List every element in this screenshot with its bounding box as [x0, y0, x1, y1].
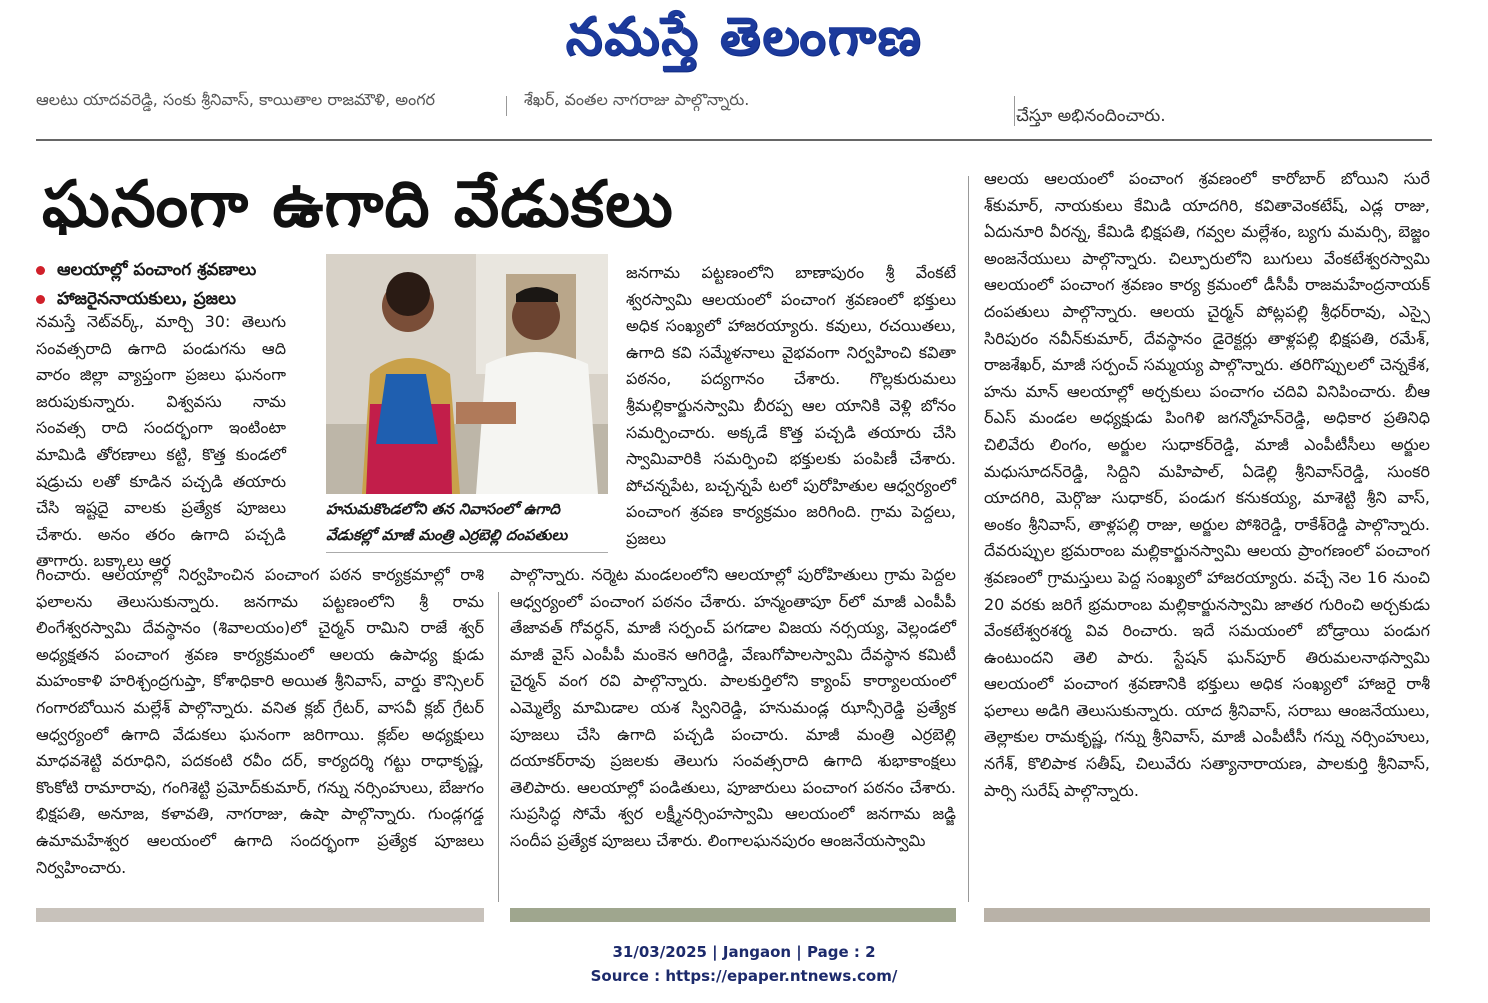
article-paragraph: పాల్గొన్నారు. నర్మెట మండలంలోని ఆలయాల్లో పురోహితులు గ్రామ పెద్దల ఆధ్వర్యంలో పంచాంగ పఠనం చేశారు. హన్మంతాపూ ర్‌లో మాజీ ఎంపీపీ తేజావత్ గోవర్ధన్, మాజీ సర్పంచ్ పగడాల విజయ నర్సయ్య, వెల్లండలో మాజీ వైస్ ఎంపీపీ మంకెన ఆగిరెడ్డి, వేణుగోపాలస్వామి దేవస్థాన కమిటీ చైర్మన్ వంగ రవి పాల్గొన్నారు. పాలకుర్తిలోని క్యాంప్ కార్యాలయంలో ఎమ్మెల్యే మామిడాల యశ స్వినిరెడ్డి, హనుమండ్ల ఝాన్సీరెడ్డి ప్రత్యేక పూజలు చేసి ఉగాది పచ్చడి పంచారు. మాజీ మంత్రి ఎర్రబెల్లి దయాకర్‌రావు ప్రజలకు తెలుగు సంవత్సరాది ఉగాది శుభాకాంక్షలు తెలిపారు. ఆలయాల్లో పండితులు, పూజారులు పంచాంగ పఠనం చేశారు. సుప్రసిద్ధ సోమే శ్వర లక్ష్మీనర్సింహస్వామి ఆలయంలో జనగామ జడ్జి సందీప ప్రత్యేక పూజలు చేశారు. లింగాలఘనపురం ఆంజనేయస్వామి	[510, 565, 956, 850]
photo-caption: హనుమకొండలోని తన నివాసంలో ఉగాది వేడుకల్లో మాజీ మంత్రి ఎర్రబెల్లి దంపతులు	[326, 496, 608, 553]
article-column-1-top	[36, 309, 286, 571]
previous-article-strip	[36, 90, 1432, 142]
column-divider	[968, 176, 969, 902]
newspaper-logo: నమస్తే తెలంగాణ	[565, 7, 923, 67]
column-divider	[1014, 96, 1015, 126]
bottom-photo-strip	[36, 908, 484, 922]
section-rule	[36, 139, 1432, 141]
article-paragraph: జనగామ పట్టణంలోని బాణాపురం శ్రీ వేంకటే శ్వరస్వామి ఆలయంలో పంచాంగ శ్రవణంలో భక్తులు అధిక సంఖ్యలో హాజరయ్యారు. కవులు, రచయితలు, ఉగాది కవి సమ్మేళనాలు వైభవంగా నిర్వహించి కవితా పఠనం, పద్యగానం చేశారు. గొల్లకురుమలు శ్రీమల్లికార్జునస్వామి బీరప్ప ఆల యానికి వెళ్లి బోనం సమర్పించారు. అక్కడే కొత్త పచ్చడి తయారు చేసి స్వామివారికి సమర్పించి భక్తులకు పంపిణీ చేశారు. పోచన్నపేట, బచ్చన్నపే టలో పురోహితుల ఆధ్వర్యంలో పంచాంగ శ్రవణ కార్యక్రమం జరిగింది. గ్రామ పెద్దలు, ప్రజలు	[626, 263, 956, 548]
newspaper-page	[36, 90, 1432, 908]
column-divider	[506, 96, 507, 116]
strip-col2-text: శేఖర్, వంతల నాగరాజు పాల్గొన్నారు.	[524, 90, 750, 109]
article-paragraph: ఆలయ ఆలయంలో పంచాంగ శ్రవణంలో కారోబార్ బోయిని సురే శ్‌కుమార్, నాయకులు కేమిడి యాదగిరి, కవితావెంకటేష్, ఎడ్ల రాజు, ఏదునూరి వీరన్న, కేమిడి భిక్షపతి, గవ్వల మల్లేశం, బ్యగు మమర్సి, బెజ్జం అంజనేయులు పాల్గొన్నారు. చిల్పూరులోని బుగులు వేంకటేశ్వరస్వామి ఆలయంలో పంచాంగ శ్రవణం కార్య క్రమంలో డీసీపీ రాజమహేంద్రనాయక్ దంపతులు పాల్గొన్నారు. ఆలయ చైర్మన్ పోట్లపల్లి శ్రీధర్‌రావు, ఎస్సై సిరిపురం నవీన్‌కుమార్, దేవస్థానం డైరెక్టర్లు తాళ్లపల్లి భిక్షపతి, రమేశ్, రాజశేఖర్, మాజీ సర్పంచ్ సమ్మయ్య పాల్గొన్నారు. తరిగొప్పులలో చెన్నకేశ, హను మాన్ ఆలయాల్లో అర్చకులు పంచాగం చదివి వినిపించారు. బీఆ ర్‌ఎస్ మండల అధ్యక్షుడు పింగిళి జగన్మోహన్‌రెడ్డి, అధికార ప్రతినిధి చిలివేరు లింగం, అర్జుల సుధాకర్‌రెడ్డి, మాజీ ఎంపీటీసీలు అర్జుల మధుసూదన్‌రెడ్డి, సిద్దిని మహిపాల్, ఏడెల్లి శ్రీనివాస్‌రెడ్డి, సుంకరి యాదగిరి, మెర్గొజు సుధాకర్, పండుగ కనుకయ్య, మాశెట్టి శ్రీని వాస్, అంకం శ్రీనివాస్, తాళ్లపల్లి రాజు, అర్జుల పోశిరెడ్డి, రాకేశ్‌రెడ్డి పాల్గొన్నారు. దేవరుప్పుల భ్రమరాంబ మల్లికార్జునస్వామి ఆలయ ప్రాంగణంలో పంచాంగ శ్రవణంలో గ్రామస్తులు పెద్ద సంఖ్యలో హాజరయ్యారు. వచ్చే నెల 16 నుంచి 20 వరకు జరిగే భ్రమరాంబ మల్లికార్జునస్వామి జాతర గురించి అర్చకుడు వేంకటేశ్వరశర్మ వివ రించారు. ఇదే సమయంలో బోడ్రాయి పండుగ ఉంటుందని తెలి పారు. స్టేషన్ ఘన్‌పూర్ తిరుమలనాథస్వామి ఆలయంలో పంచాంగ శ్రవణానికి భక్తులు అధిక సంఖ్యలో హాజరై రాశీ ఫలాలు అడిగి తెలుసుకున్నారు. యాద శ్రీనివాస్, సరాబు ఆంజనేయులు, తెల్లాకుల రామకృష్ణ, గన్ను శ్రీనివాస్, మాజీ ఎంపీటీసీ గన్ను నర్సింహులు, నగేశ్, కొలిపాక సతీష్, చిలువేరు సత్యానారాయణ, పాలకుర్తి శ్రీనివాస్, పార్సి సురేష్ పాల్గొన్నారు.	[984, 169, 1430, 800]
article-column-2-bottom	[510, 562, 956, 855]
page-footer	[0, 940, 1488, 988]
edition-info: 31/03/2025 | Jangaon | Page : 2	[612, 943, 876, 961]
source-url: Source : https://epaper.ntnews.com/	[590, 967, 898, 985]
bullet-icon	[36, 295, 45, 304]
subheadline-item: ఆలయాల్లో పంచాంగ శ్రవణాలు	[36, 256, 326, 285]
article-paragraph: నమస్తే నెట్‌వర్క్, మార్చి 30: తెలుగు సంవత్సరాది ఉగాది పండుగను ఆది వారం జిల్లా వ్యాప్తంగా ప్రజలు ఘనంగా జరుపుకున్నారు. విశ్వవసు నామ సంవత్స రాది సందర్భంగా ఇంటింటా మామిడి తోరణాలు కట్టి, కొత్త కుండలో షడ్రుచు లతో కూడిన పచ్చడి తయారు చేసి ఇష్టదై వాలకు ప్రత్యేక పూజలు చేశారు. అనం తరం ఉగాది పచ్చడి తాగారు. బక్కాలు ఆర	[36, 312, 286, 571]
news-photo	[326, 254, 608, 494]
article-column-3	[984, 166, 1430, 804]
article-column-1-bottom	[36, 562, 484, 881]
strip-col3-text: చేస్తూ అభినందించారు.	[1016, 106, 1166, 126]
masthead	[0, 0, 1488, 78]
subheadline-list	[36, 256, 326, 314]
bottom-photo-strip	[984, 908, 1430, 922]
column-divider	[498, 592, 499, 902]
strip-col1-text: ఆలటు యాదవరెడ్డి, సంకు శ్రీనివాస్, కాయితాల రాజమౌళి, అంగర	[36, 90, 436, 109]
article-headline: ఘనంగా ఉగాది వేడుకలు	[42, 168, 674, 242]
bottom-photo-strip	[510, 908, 956, 922]
article-column-2-top	[626, 260, 956, 553]
bullet-icon	[36, 266, 45, 275]
article-paragraph: గించారు. ఆలయాల్లో నిర్వహించిన పంచాంగ పఠన కార్యక్రమాల్లో రాశి ఫలాలను తెలుసుకున్నారు. జనగామ పట్టణంలోని శ్రీ రామ లింగేశ్వరస్వామి దేవస్థానం (శివాలయం)లో చైర్మన్ రామిని రాజే శ్వర్ అధ్యక్షతన పంచాంగ శ్రవణ కార్యక్రమంలో ఆలయ ఉపాధ్య క్షుడు మహంకాళి హరిశ్చంద్రగుప్తా, కోశాధికారి అయిత శ్రీనివాస్, వార్డు కౌన్సిలర్ గంగారబోయిన మల్లేశ్ పాల్గొన్నారు. వనిత క్లబ్ గ్రేటర్, వాసవీ క్లబ్ గ్రేటర్ ఆధ్వర్యంలో ఉగాది వేడుకలు ఘనంగా జరిగాయి. క్లబ్‌ల అధ్యక్షులు మాధవశెట్టి వరూధిని, పదకంటి రవీం దర్, కార్యదర్శి గట్టు రాధాకృష్ణ, కొంకోటి రామారావు, గంగిశెట్టి ప్రమోద్‌కుమార్, గన్ను నర్సింహులు, బేజుగం భిక్షపతి, అనూజ, కళావతి, నాగరాజు, ఉషా పాల్గొన్నారు. గుండ్లగడ్డ ఉమామహేశ్వర ఆలయంలో ఉగాది సందర్భంగా ప్రత్యేక పూజలు నిర్వహించారు.	[36, 565, 484, 877]
subheadline-item: హాజరైననాయకులు, ప్రజలు	[36, 285, 326, 314]
